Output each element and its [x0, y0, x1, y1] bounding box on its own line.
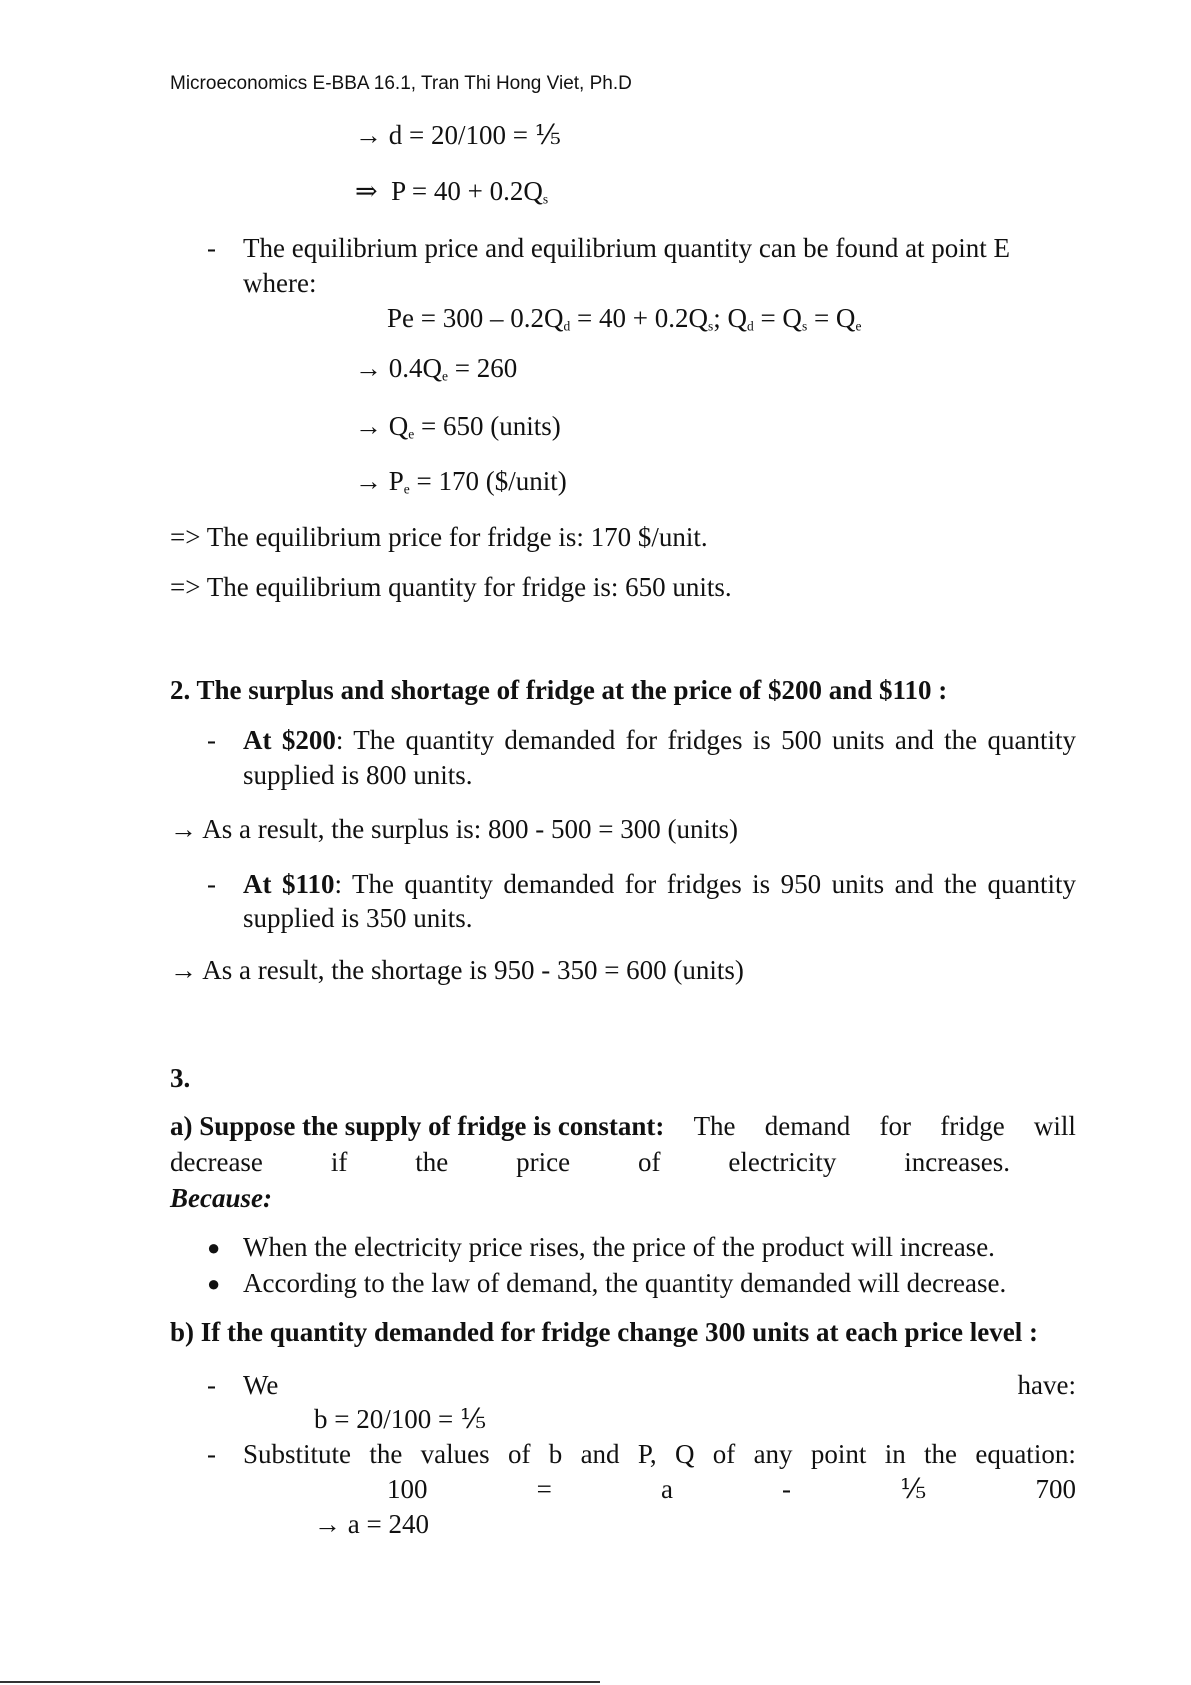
equation-b: b = 20/100 = ⅕ [314, 1404, 487, 1434]
eq-part: = 170 ($/unit) [409, 466, 567, 496]
word: price [516, 1147, 571, 1177]
word: a [660, 1474, 673, 1504]
bullet-dash: - [207, 1439, 216, 1469]
page-bottom-rule [0, 1681, 600, 1683]
word: - [782, 1474, 792, 1504]
section3a-line1 [170, 1111, 1076, 1142]
word: the [924, 1439, 958, 1469]
word: and [580, 1439, 620, 1469]
surplus-bullet-line1 [243, 725, 1076, 756]
word: 100 [387, 1474, 428, 1504]
equation-equilibrium [387, 303, 861, 334]
word: b [548, 1439, 563, 1469]
we-have-line [243, 1370, 1076, 1401]
reason-bullet: When the electricity price rises, the price of the product will increase. [243, 1232, 995, 1262]
word: in [884, 1439, 906, 1469]
subscript: e [855, 318, 862, 334]
subscript: e [403, 481, 410, 497]
equation-supply [355, 176, 548, 207]
subscript: e [408, 426, 415, 442]
word: any [753, 1439, 793, 1469]
eq-part: → Q [355, 411, 409, 441]
equation-supply-main: P = 40 + 0.2Q [391, 176, 543, 206]
word: the [415, 1147, 449, 1177]
word: fridge [940, 1111, 1005, 1141]
section3-number: 3. [170, 1063, 191, 1093]
equilibrium-intro-line2: where: [243, 268, 317, 298]
section3a-line2 [170, 1147, 1010, 1178]
word: decrease [170, 1147, 263, 1177]
word: the [369, 1439, 403, 1469]
subscript: e [442, 368, 448, 384]
surplus-bullet-line2: supplied is 800 units. [243, 760, 473, 790]
equation-pe [355, 466, 567, 497]
conclusion-quantity: => The equilibrium quantity for fridge is: 650 units. [170, 572, 732, 602]
price-label-200: At $200 [243, 725, 336, 755]
bullet-symbol: ● [207, 1235, 221, 1260]
section3a-label: a) Suppose the supply of fridge is constant: [170, 1111, 665, 1141]
bullet-dash: - [207, 725, 216, 755]
word: The [693, 1111, 736, 1141]
eq-part: = 650 (units) [414, 411, 561, 441]
surplus-result: → As a result, the surplus is: 800 - 500 = 300 (units) [170, 814, 738, 844]
equation-qe [355, 411, 561, 442]
conclusion-price: => The equilibrium price for fridge is: 170 $/unit. [170, 522, 708, 552]
shortage-bullet-text: : The quantity demanded for fridges is 950 units and the quantity [334, 869, 1076, 899]
word: for [879, 1111, 911, 1141]
bullet-dash: - [207, 869, 216, 899]
bullet-symbol: ● [207, 1271, 221, 1296]
word: if [330, 1147, 348, 1177]
substitute-line [243, 1439, 1076, 1470]
eq-part: = 40 + 0.2Q [570, 303, 708, 333]
word: electricity [728, 1147, 837, 1177]
word: of [638, 1147, 661, 1177]
word: increases. [904, 1147, 1010, 1177]
implies-symbol: ⇒ [355, 176, 378, 206]
subscript: s [801, 318, 808, 334]
bullet-dash: - [207, 233, 216, 263]
eq-part: → 0.4Q [355, 353, 442, 383]
running-header: Microeconomics E-BBA 16.1, Tran Thi Hong Viet, Ph.D [170, 73, 632, 94]
shortage-bullet-line1 [243, 869, 1076, 900]
word: We [243, 1370, 279, 1400]
surplus-bullet-text: : The quantity demanded for fridges is 500 units and the quantity [335, 725, 1076, 755]
word: point [810, 1439, 867, 1469]
subscript: s [542, 191, 549, 207]
word: demand [764, 1111, 851, 1141]
word: of [712, 1439, 736, 1469]
word: P, [637, 1439, 657, 1469]
word: Q [674, 1439, 695, 1469]
section2-heading: 2. The surplus and shortage of fridge at the price of $200 and $110 : [170, 675, 948, 705]
word: ⅕ [900, 1474, 927, 1504]
equation-d: → d = 20/100 = ⅕ [355, 120, 561, 150]
equation-a-result: → a = 240 [314, 1509, 429, 1539]
equilibrium-intro-line1: The equilibrium price and equilibrium quantity can be found at point E [243, 233, 1011, 263]
word: = [536, 1474, 552, 1504]
eq-part: = 260 [448, 353, 518, 383]
word: will [1033, 1111, 1076, 1141]
word: Substitute [243, 1439, 352, 1469]
subscript: d [746, 318, 754, 334]
bullet-dash: - [207, 1370, 216, 1400]
because-label: Because: [170, 1183, 272, 1213]
section3b-heading: b) If the quantity demanded for fridge change 300 units at each price level : [170, 1317, 1038, 1347]
eq-part: = Q [753, 303, 802, 333]
word: of [507, 1439, 531, 1469]
price-label-110: At $110 [243, 869, 335, 899]
word: values [420, 1439, 490, 1469]
reason-bullet: According to the law of demand, the quantity demanded will decrease. [243, 1268, 1007, 1298]
eq-part: → P [355, 466, 404, 496]
word: have: [1017, 1370, 1076, 1400]
eq-part: Pe = 300 – 0.2Q [387, 303, 564, 333]
eq-part: = Q [807, 303, 856, 333]
word: 700 [1035, 1474, 1076, 1504]
subscript: s [707, 318, 714, 334]
subscript: d [563, 318, 571, 334]
shortage-result: → As a result, the shortage is 950 - 350 = 600 (units) [170, 955, 744, 985]
shortage-bullet-line2: supplied is 350 units. [243, 903, 473, 933]
word: equation: [975, 1439, 1076, 1469]
equation-100 [387, 1474, 1076, 1505]
eq-part: ; Q [713, 303, 747, 333]
equation-0-4qe [355, 353, 517, 384]
